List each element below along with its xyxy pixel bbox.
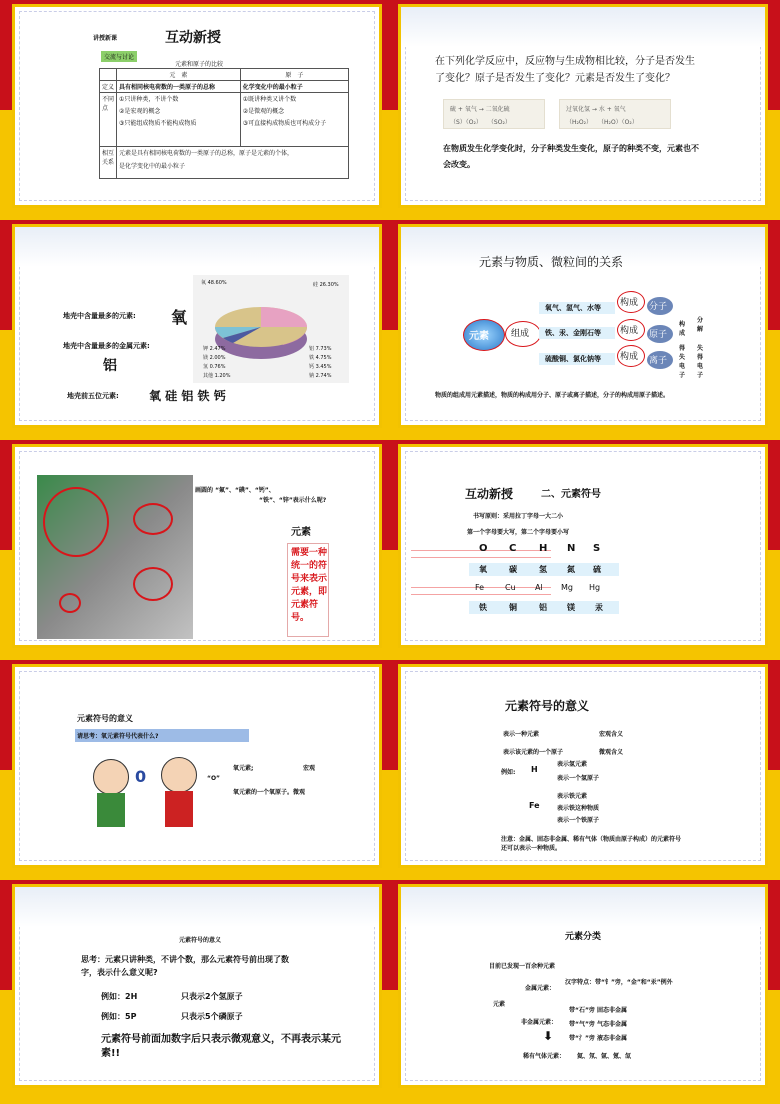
slide-thumbnail-5[interactable]: 画圆的 “氟”、“碘”、“钙”、 “铁”、“锌”表示什么呢? 元素 需要一种统一的符号来表示元素，即元素符号。 xyxy=(12,444,382,648)
slide-thumbnail-10[interactable]: 元素分类 目前已发现一百余种元素 汉字特点：带“钅”旁，“金”和“汞”例外 金属元素： 元素 非金属元素： 带“石”旁 固态非金属 带“气”旁 气态非金属 带“氵”旁 液态非金属 ⬇ 稀有气体元素： 氦、氖、氩、氪、氙 xyxy=(398,884,768,1088)
think-prompt: 请思考：氧元素符号代表什么? xyxy=(75,729,249,742)
answer-1: 氧 xyxy=(171,308,188,327)
slide-title: 元素分类 xyxy=(565,932,602,942)
answer: 需要一种统一的符号来表示元素，即元素符号。 xyxy=(291,548,328,623)
subtitle: 二、元素符号 xyxy=(541,489,601,500)
equation-1: 硫 + 氧气 → 二氧化硫 （S）（O₂） （SO₂） xyxy=(443,99,545,129)
conclusion: 元素符号前面加数字后只表示微观意义，不再表示某元素!! xyxy=(101,1034,341,1059)
molecule-node: 分子 xyxy=(649,302,668,312)
slide-thumbnail-8[interactable]: 元素符号的意义 表示一种元素 宏观含义 表示该元素的一个原子 微观含义 例如: H 表示氢元素 表示一个氢原子 Fe 表示铁元素 表示铁这种物质 表示一个铁原子 注意：金属、固态非金属、稀有气体（物质由原子构成）的元素符号还可以表示一种物质。 xyxy=(398,664,768,868)
pie-chart: 氧 48.60% 硅 26.30% 铝 7.73% 铁 4.75% 钙 3.45% 钠 2.74% 钾 2.47% 镁 2.00% 氢 0.76% 其他 1.20% xyxy=(193,275,349,383)
slide-title: 元素符号的意义 xyxy=(179,937,222,944)
answer-3: 氧 硅 铝 铁 钙 xyxy=(149,389,226,403)
answer-2: 铝 xyxy=(103,358,117,374)
slide-thumbnail-7[interactable]: 元素符号的意义 请思考：氧元素符号代表什么? 0 “O” 氧元素; 宏观 氧元素的一个氧原子。微观 xyxy=(12,664,382,868)
element-label: 元素 xyxy=(291,527,311,538)
answer: 在物质发生化学变化时，分子种类发生变化，原子的种类不变，元素也不会改变。 xyxy=(443,144,699,169)
slide-thumbnail-2[interactable] xyxy=(398,4,768,208)
think-prompt: 思考：元素只讲种类，不讲个数，那么元素符号前出现了数字，表示什么意义呢? xyxy=(81,955,289,977)
slide-thumbnail-4[interactable]: 元素与物质、微粒间的关系 元素 组成 氧气、氢气、水等 铁、汞、金刚石等 硫酸铜、氯化钠等 构成 构成 构成 分子 原子 离子 构成 分解 得失电子 失得电子 物质的组成用元素描述，物质的构成用分子、原子或离子描述，分子的构成用原子描述。 xyxy=(398,224,768,428)
equation-2: 过氧化氢 → 水 + 氧气 （H₂O₂） （H₂O）（O₂） xyxy=(559,99,671,129)
slide-title: 元素符号的意义 xyxy=(77,714,133,723)
slide-thumbnail-6[interactable]: 互动新授 二、元素符号 书写原则：采用拉丁字母一大二小 第一个字母要大写，第二个字母要小写 O C H N S 氧 碳 氢 氮 硫 Fe Cu Al Mg Hg 铁 铜 铝 镁 汞 xyxy=(398,444,768,648)
tag: 交流与讨论 xyxy=(101,51,137,62)
slide-title: 元素符号的意义 xyxy=(505,699,590,713)
note: 物质的组成用元素描述，物质的构成用分子、原子或离子描述，分子的构成用原子描述。 xyxy=(435,392,670,399)
slide-thumbnail-3[interactable] xyxy=(12,224,382,428)
slide-thumbnail-1[interactable] xyxy=(12,4,382,208)
slide-title: 元素与物质、微粒间的关系 xyxy=(479,255,624,269)
question: 在下列化学反应中，反应物与生成物相比较，分子是否发生了变化？原子是否发生了变化？元素是否发生了变化？ xyxy=(435,56,695,84)
question-3: 地壳前五位元素: xyxy=(67,392,119,400)
down-arrow-icon: ⬇ xyxy=(543,1029,554,1043)
caption: 元素和原子的比较 xyxy=(175,61,224,68)
badge: 讲授新课 xyxy=(93,35,118,42)
note: 注意：金属、固态非金属、稀有气体（物质由原子构成）的元素符号还可以表示一种物质。 xyxy=(501,836,682,852)
ion-node: 离子 xyxy=(649,356,668,366)
question: 画圆的 “氟”、“碘”、“钙”、 xyxy=(195,487,275,494)
atom-node: 原子 xyxy=(649,330,668,340)
comparison-table: 元 素 原 子 定义 具有相同核电荷数的一类原子的总称 化学变化中的最小粒子 不同点 ①只讲种类，不讲个数 ②是宏观的概念 ③只能组成物质不能构成物质 ①既讲种类又讲个数 ②是微观的概念 ③可直接构成物质也可构成分子 相互关系 元素是具有相同核电荷数的一类原子的总称，原子是元素的个体， 是化学变化中的最小粒子 xyxy=(99,68,349,179)
question-2: 地壳中含量最多的金属元素: xyxy=(63,342,150,350)
question-1: 地壳中含量最多的元素: xyxy=(63,312,136,320)
slide-thumbnail-9[interactable]: 元素符号的意义 思考：元素只讲种类，不讲个数，那么元素符号前出现了数字，表示什么意义呢? 例如：2H 只表示2个氢原子 例如：5P 只表示5个磷原子 元素符号前面加数字后只表示微观意义，不再表示某元素!! xyxy=(12,884,382,1088)
cartoon-illustration: 0 xyxy=(89,751,201,829)
slide-title: 互动新授 xyxy=(165,30,221,46)
photo-collage xyxy=(37,475,193,639)
slide-title: 互动新授 xyxy=(465,487,514,501)
